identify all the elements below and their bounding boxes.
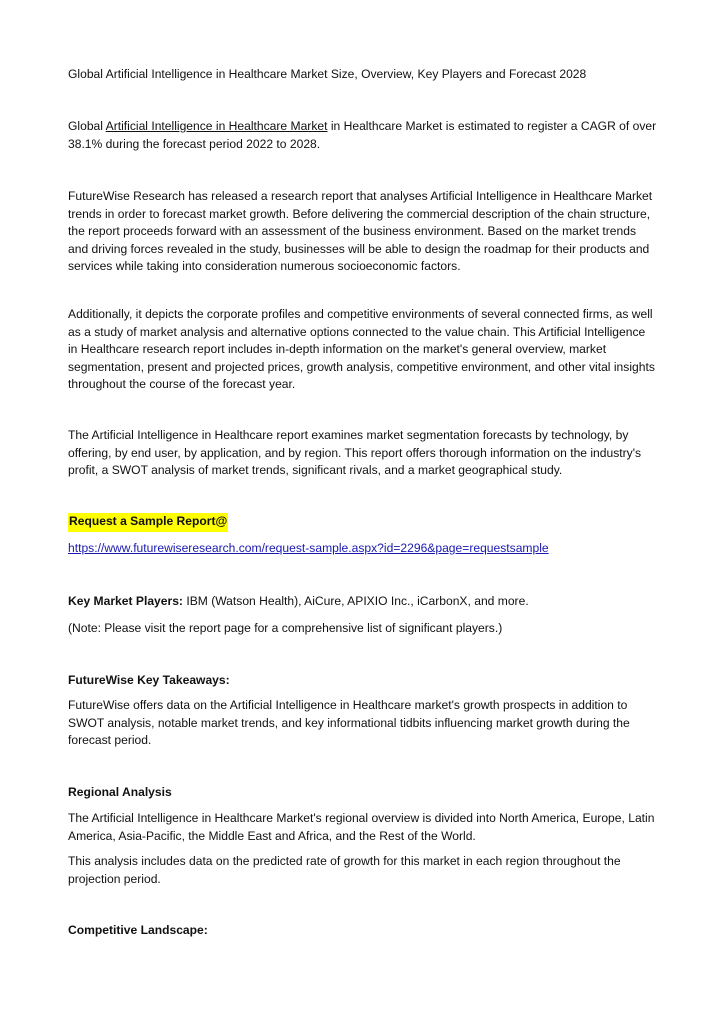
key-players-paragraph [68, 593, 658, 611]
sample-request-link[interactable]: https://www.futurewiseresearch.com/request-sample.aspx?id=2296&page=requestsample [68, 541, 549, 555]
market-link[interactable]: Artificial Intelligence in Healthcare Market [105, 119, 328, 133]
sample-request-highlight: Request a Sample Report@ [68, 513, 228, 532]
competitive-heading: Competitive Landscape: [68, 923, 208, 937]
document-title: Global Artificial Intelligence in Healthcare Market Size, Overview, Key Players and Forecast 2028 [68, 67, 587, 81]
key-players-label: Key Market Players: [68, 594, 183, 608]
intro-suffix: in Healthcare Market is estimated to register a CAGR of over 38.1% during the forecast period 2022 to 2028. [68, 119, 657, 151]
players-note: (Note: Please visit the report page for a comprehensive list of significant players.) [68, 621, 503, 635]
key-players-text: IBM (Watson Health), AiCure, APIXIO Inc., iCarbonX, and more. [182, 594, 529, 608]
takeaways-paragraph: FutureWise offers data on the Artificial Intelligence in Healthcare market's growth prospects in addition to SWOT analysis, notable market trends, and key informational tidbits influencing market growth during the forecast period. [68, 698, 630, 747]
regional-paragraph-2: This analysis includes data on the predicted rate of growth for this market in each region throughout the projection period. [68, 854, 621, 886]
regional-paragraph-1: The Artificial Intelligence in Healthcare Market's regional overview is divided into North America, Europe, Latin America, Asia-Pacific, the Middle East and Africa, and the Rest of the World. [68, 811, 655, 843]
sample-request-link-line [68, 540, 658, 558]
takeaways-heading: FutureWise Key Takeaways: [68, 673, 230, 687]
sample-request-label [68, 513, 658, 531]
research-paragraph: FutureWise Research has released a research report that analyses Artificial Intelligence in Healthcare Market trends in order to forecast market growth. Before delivering the commercial description of the chain structure, the report proceeds forward with an assessment of the business environment. Based on the market trends and driving forces revealed in the study, businesses will be able to design the roadmap for their products and services while taking into consideration numerous socioeconomic factors. [68, 189, 653, 273]
intro-paragraph [68, 118, 658, 153]
regional-heading: Regional Analysis [68, 785, 172, 799]
profiles-paragraph: Additionally, it depicts the corporate profiles and competitive environments of several connected firms, as well as a study of market analysis and alternative options connected to the value chain. This Artificial Intelligence in Healthcare research report includes in-depth information on the market's general overview, market segmentation, present and projected prices, growth analysis, competitive environment, and other vital insights throughout the course of the forecast year. [68, 307, 655, 391]
intro-prefix: Global [68, 119, 106, 133]
segmentation-paragraph: The Artificial Intelligence in Healthcare report examines market segmentation forecasts by technology, by offering, by end user, by application, and by region. This report offers thorough information on the industry's profit, a SWOT analysis of market trends, significant rivals, and a market geographical study. [68, 428, 642, 477]
